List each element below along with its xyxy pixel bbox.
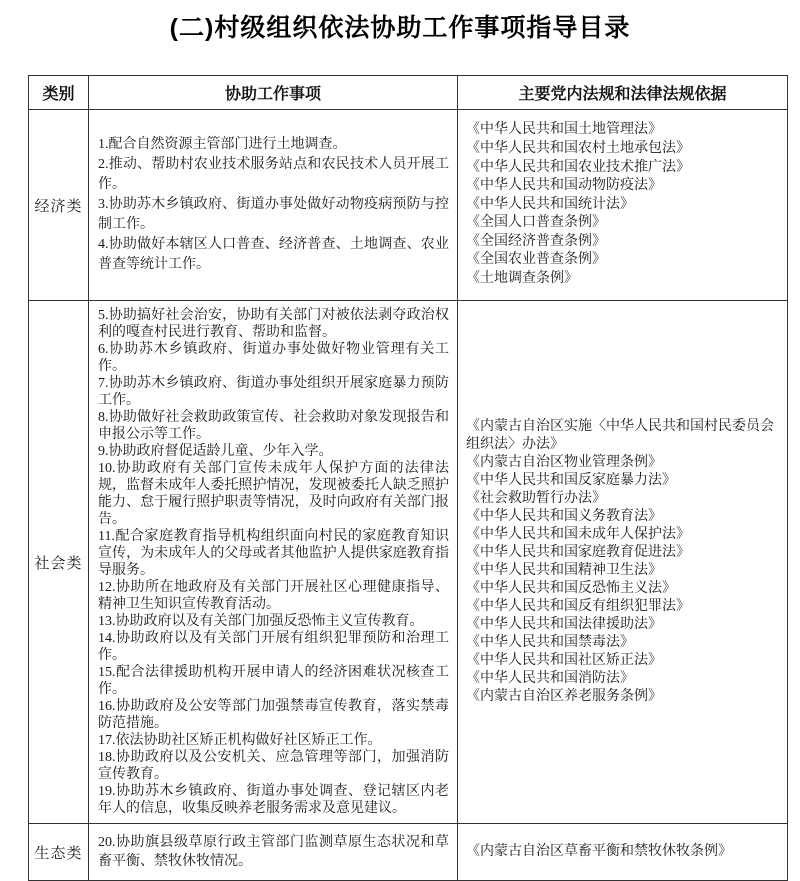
guide-directory-table bbox=[28, 75, 788, 881]
work-item: 10.协助政府有关部门宣传未成年人保护方面的法律法规，监督未成年人委托照护情况，发现被委托人缺乏照护能力、怠于履行照护职责等情况，及时向政府有关部门报告。 bbox=[98, 461, 449, 527]
law-entry: 《内蒙古自治区实施〈中华人民共和国村民委员会组织法〉办法》 bbox=[466, 419, 774, 452]
table-row-social bbox=[29, 301, 788, 824]
law-entry: 《中华人民共和国法律援助法》 bbox=[466, 617, 662, 632]
header-category: 类别 bbox=[29, 76, 89, 110]
work-item: 14.协助政府以及有关部门开展有组织犯罪预防和治理工作。 bbox=[98, 631, 449, 663]
table-row-ecological bbox=[29, 824, 788, 881]
work-items-cell-ecological bbox=[89, 824, 458, 881]
header-row bbox=[29, 76, 788, 110]
work-item: 17.依法协助社区矫正机构做好社区矫正工作。 bbox=[98, 733, 382, 748]
work-item: 12.协助所在地政府及有关部门开展社区心理健康指导、精神卫生知识宣传教育活动。 bbox=[98, 580, 449, 612]
laws-cell-social bbox=[458, 301, 788, 824]
work-items-list bbox=[98, 307, 449, 817]
law-entry: 《全国农业普查条例》 bbox=[466, 252, 606, 268]
law-entry: 《中华人民共和国反家庭暴力法》 bbox=[466, 473, 676, 488]
category-label-ecological: 生态类 bbox=[29, 824, 89, 881]
work-item: 15.配合法律援助机构开展申请人的经济困难状况核查工作。 bbox=[98, 665, 449, 697]
law-entry: 《中华人民共和国动物防疫法》 bbox=[466, 178, 662, 194]
work-item: 1.配合自然资源主管部门进行土地调查。 bbox=[98, 137, 347, 152]
law-entry: 《中华人民共和国未成年人保护法》 bbox=[466, 527, 690, 542]
work-items-cell-economic bbox=[89, 110, 458, 301]
law-entry: 《土地调查条例》 bbox=[466, 271, 578, 287]
work-item: 4.协助做好本辖区人口普查、经济普查、土地调查、农业普查等统计工作。 bbox=[98, 237, 449, 272]
work-item: 9.协助政府督促适龄儿童、少年入学。 bbox=[98, 444, 333, 459]
laws-list bbox=[466, 121, 781, 288]
header-legal-basis: 主要党内法规和法律法规依据 bbox=[458, 76, 788, 110]
work-item: 19.协助苏木乡镇政府、街道办事处调查、登记辖区内老年人的信息，收集反映养老服务需求及意见建议。 bbox=[98, 784, 449, 816]
law-entry: 《中华人民共和国农村土地承包法》 bbox=[466, 140, 690, 156]
work-item: 3.协助苏木乡镇政府、街道办事处做好动物疫病预防与控制工作。 bbox=[98, 197, 449, 232]
laws-cell-ecological bbox=[458, 824, 788, 881]
work-items-list bbox=[98, 833, 449, 871]
law-entry: 《中华人民共和国禁毒法》 bbox=[466, 635, 634, 650]
work-item: 13.协助政府以及有关部门加强反恐怖主义宣传教育。 bbox=[98, 614, 424, 629]
header-work-items: 协助工作事项 bbox=[89, 76, 458, 110]
law-entry: 《内蒙古自治区物业管理条例》 bbox=[466, 455, 662, 470]
work-item: 16.协助政府及公安等部门加强禁毒宣传教育，落实禁毒防范措施。 bbox=[98, 699, 449, 731]
category-label-social: 社会类 bbox=[29, 301, 89, 824]
work-item: 20.协助旗县级草原行政主管部门监测草原生态状况和草畜平衡、禁牧休牧情况。 bbox=[98, 835, 449, 869]
law-entry: 《中华人民共和国精神卫生法》 bbox=[466, 563, 662, 578]
work-item: 11.配合家庭教育指导机构组织面向村民的家庭教育知识宣传，为未成年人的父母或者其他监护人提供家庭教育指导服务。 bbox=[98, 529, 449, 578]
page-title: (二)村级组织依法协助工作事项指导目录 bbox=[169, 14, 631, 42]
law-entry: 《中华人民共和国义务教育法》 bbox=[466, 509, 662, 524]
laws-list bbox=[466, 418, 781, 706]
law-entry: 《内蒙古自治区养老服务条例》 bbox=[466, 689, 662, 704]
work-items-list bbox=[98, 135, 449, 275]
law-entry: 《全国经济普查条例》 bbox=[466, 233, 606, 249]
law-entry: 《社会救助暂行办法》 bbox=[466, 491, 606, 506]
law-entry: 《中华人民共和国消防法》 bbox=[466, 671, 634, 686]
work-items-cell-social bbox=[89, 301, 458, 824]
law-entry: 《内蒙古自治区草畜平衡和禁牧休牧条例》 bbox=[466, 844, 732, 859]
law-entry: 《中华人民共和国社区矫正法》 bbox=[466, 653, 662, 668]
table-row-economic bbox=[29, 110, 788, 301]
category-label-economic: 经济类 bbox=[29, 110, 89, 301]
work-item: 7.协助苏木乡镇政府、街道办事处组织开展家庭暴力预防工作。 bbox=[98, 376, 449, 408]
work-item: 2.推动、帮助村农业技术服务站点和农民技术人员开展工作。 bbox=[98, 157, 449, 192]
laws-list bbox=[466, 843, 781, 861]
work-item: 18.协助政府以及公安机关、应急管理等部门，加强消防宣传教育。 bbox=[98, 750, 449, 782]
law-entry: 《中华人民共和国反有组织犯罪法》 bbox=[466, 599, 690, 614]
law-entry: 《中华人民共和国反恐怖主义法》 bbox=[466, 581, 676, 596]
laws-cell-economic bbox=[458, 110, 788, 301]
work-item: 8.协助做好社会救助政策宣传、社会救助对象发现报告和申报公示等工作。 bbox=[98, 410, 449, 442]
law-entry: 《中华人民共和国农业技术推广法》 bbox=[466, 159, 690, 175]
work-item: 5.协助搞好社会治安，协助有关部门对被依法剥夺政治权利的嘎查村民进行教育、帮助和监督。 bbox=[98, 308, 449, 340]
law-entry: 《中华人民共和国家庭教育促进法》 bbox=[466, 545, 690, 560]
law-entry: 《中华人民共和国土地管理法》 bbox=[466, 122, 662, 138]
work-item: 6.协助苏木乡镇政府、街道办事处做好物业管理有关工作。 bbox=[98, 342, 449, 374]
law-entry: 《全国人口普查条例》 bbox=[466, 215, 606, 231]
law-entry: 《中华人民共和国统计法》 bbox=[466, 196, 634, 212]
